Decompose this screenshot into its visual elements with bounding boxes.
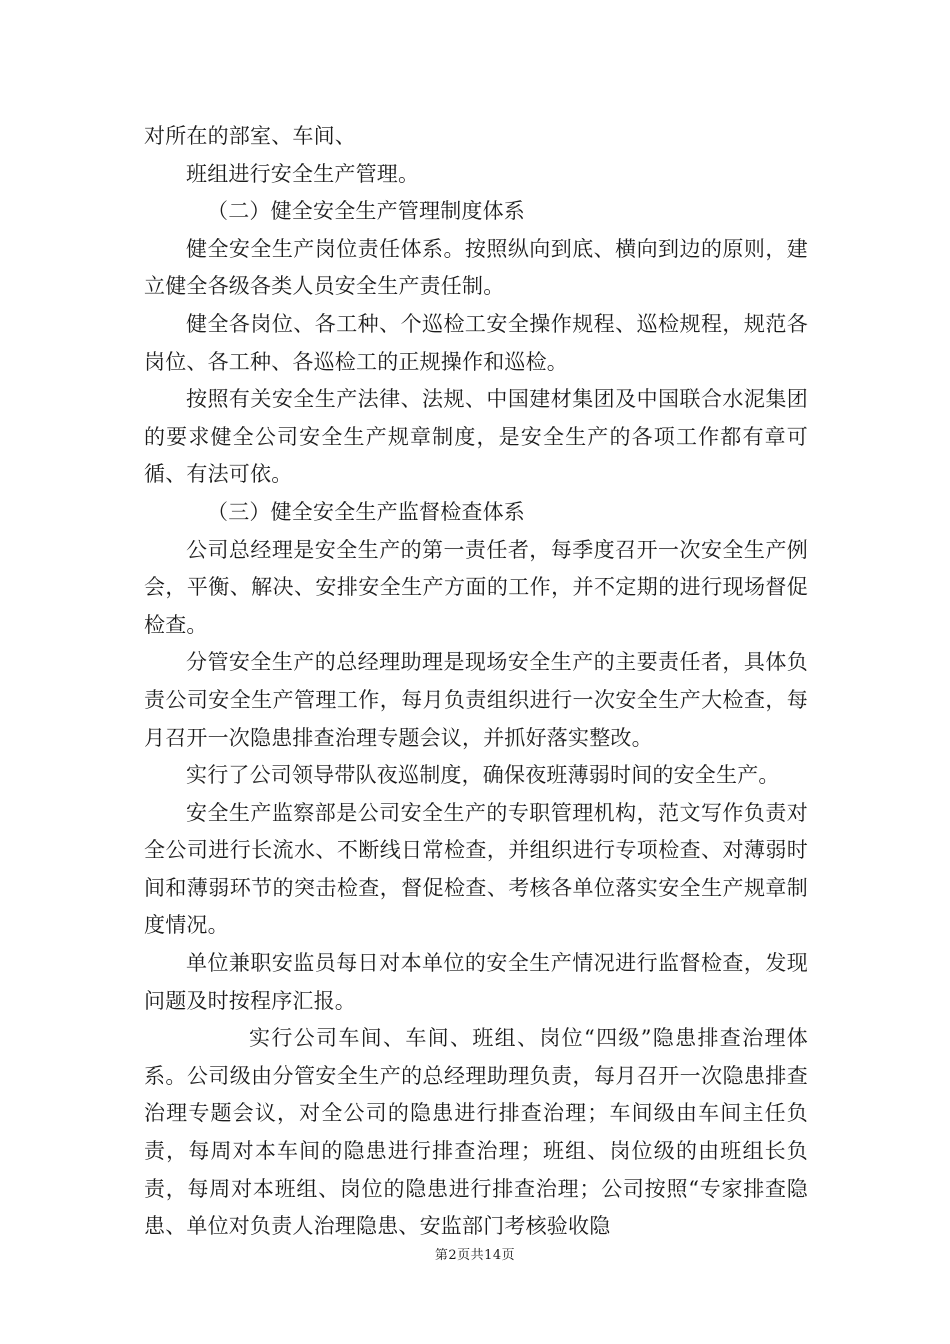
paragraph-night-patrol: 实行了公司领导带队夜巡制度，确保夜班薄弱时间的安全生产。 bbox=[186, 763, 780, 788]
paragraph-continuation: 对所在的部室、车间、 bbox=[144, 124, 356, 148]
paragraph-general-manager: 公司总经理是安全生产的第一责任者，每季度召开一次安全生产例会，平衡、解决、安排安全生产方面的工作，并不定期的进行现场督促检查。 bbox=[144, 537, 808, 637]
paragraph-regulations: 按照有关安全生产法律、法规、中国建材集团及中国联合水泥集团的要求健全公司安全生产规章制度，是安全生产的各项工作都有章可循、有法可依。 bbox=[144, 387, 808, 487]
paragraph-part-time-inspector: 单位兼职安监员每日对本单位的安全生产情况进行监督检查，发现问题及时按程序汇报。 bbox=[144, 951, 808, 1013]
paragraph-responsibility-system: 健全安全生产岗位责任体系。按照纵向到底、横向到边的原则，建立健全各级各类人员安全生产责任制。 bbox=[144, 236, 808, 299]
section-heading-2: （二）健全安全生产管理制度体系 bbox=[207, 199, 525, 224]
paragraph-assistant-manager: 分管安全生产的总经理助理是现场安全生产的主要责任者，具体负责公司安全生产管理工作，每月负责组织进行一次安全生产大检查，每月召开一次隐患排查治理专题会议，并抓好落实整改。 bbox=[144, 650, 808, 750]
paragraph-four-level-system: 实行公司车间、车间、班组、岗位“四级”隐患排查治理体系。公司级由分管安全生产的总经理助理负责，每月召开一次隐患排查治理专题会议，对全公司的隐患进行排查治理；车间级由车间主任负责，每周对本车间的隐患进行排查治理；班组、岗位级的由班组长负责，每周对本班组、岗位的隐患进行排查治理；公司按照“专家排查隐患、单位对负责人治理隐患、安监部门考核验收隐 bbox=[144, 1026, 808, 1239]
page-number: 第2页共14页 bbox=[434, 1248, 516, 1263]
paragraph-team-management: 班组进行安全生产管理。 bbox=[186, 161, 420, 186]
paragraph-supervision-department: 安全生产监察部是公司安全生产的专职管理机构，范文写作负责对全公司进行长流水、不断线日常检查，并组织进行专项检查、对薄弱时间和薄弱环节的突击检查，督促检查、考核各单位落实安全生产规章制度情况。 bbox=[144, 800, 808, 938]
paragraph-operating-rules: 健全各岗位、各工种、个巡检工安全操作规程、巡检规程，规范各岗位、各工种、各巡检工的正规操作和巡检。 bbox=[144, 311, 808, 374]
document-body bbox=[144, 118, 808, 1246]
section-heading-3: （三）健全安全生产监督检查体系 bbox=[207, 499, 525, 524]
